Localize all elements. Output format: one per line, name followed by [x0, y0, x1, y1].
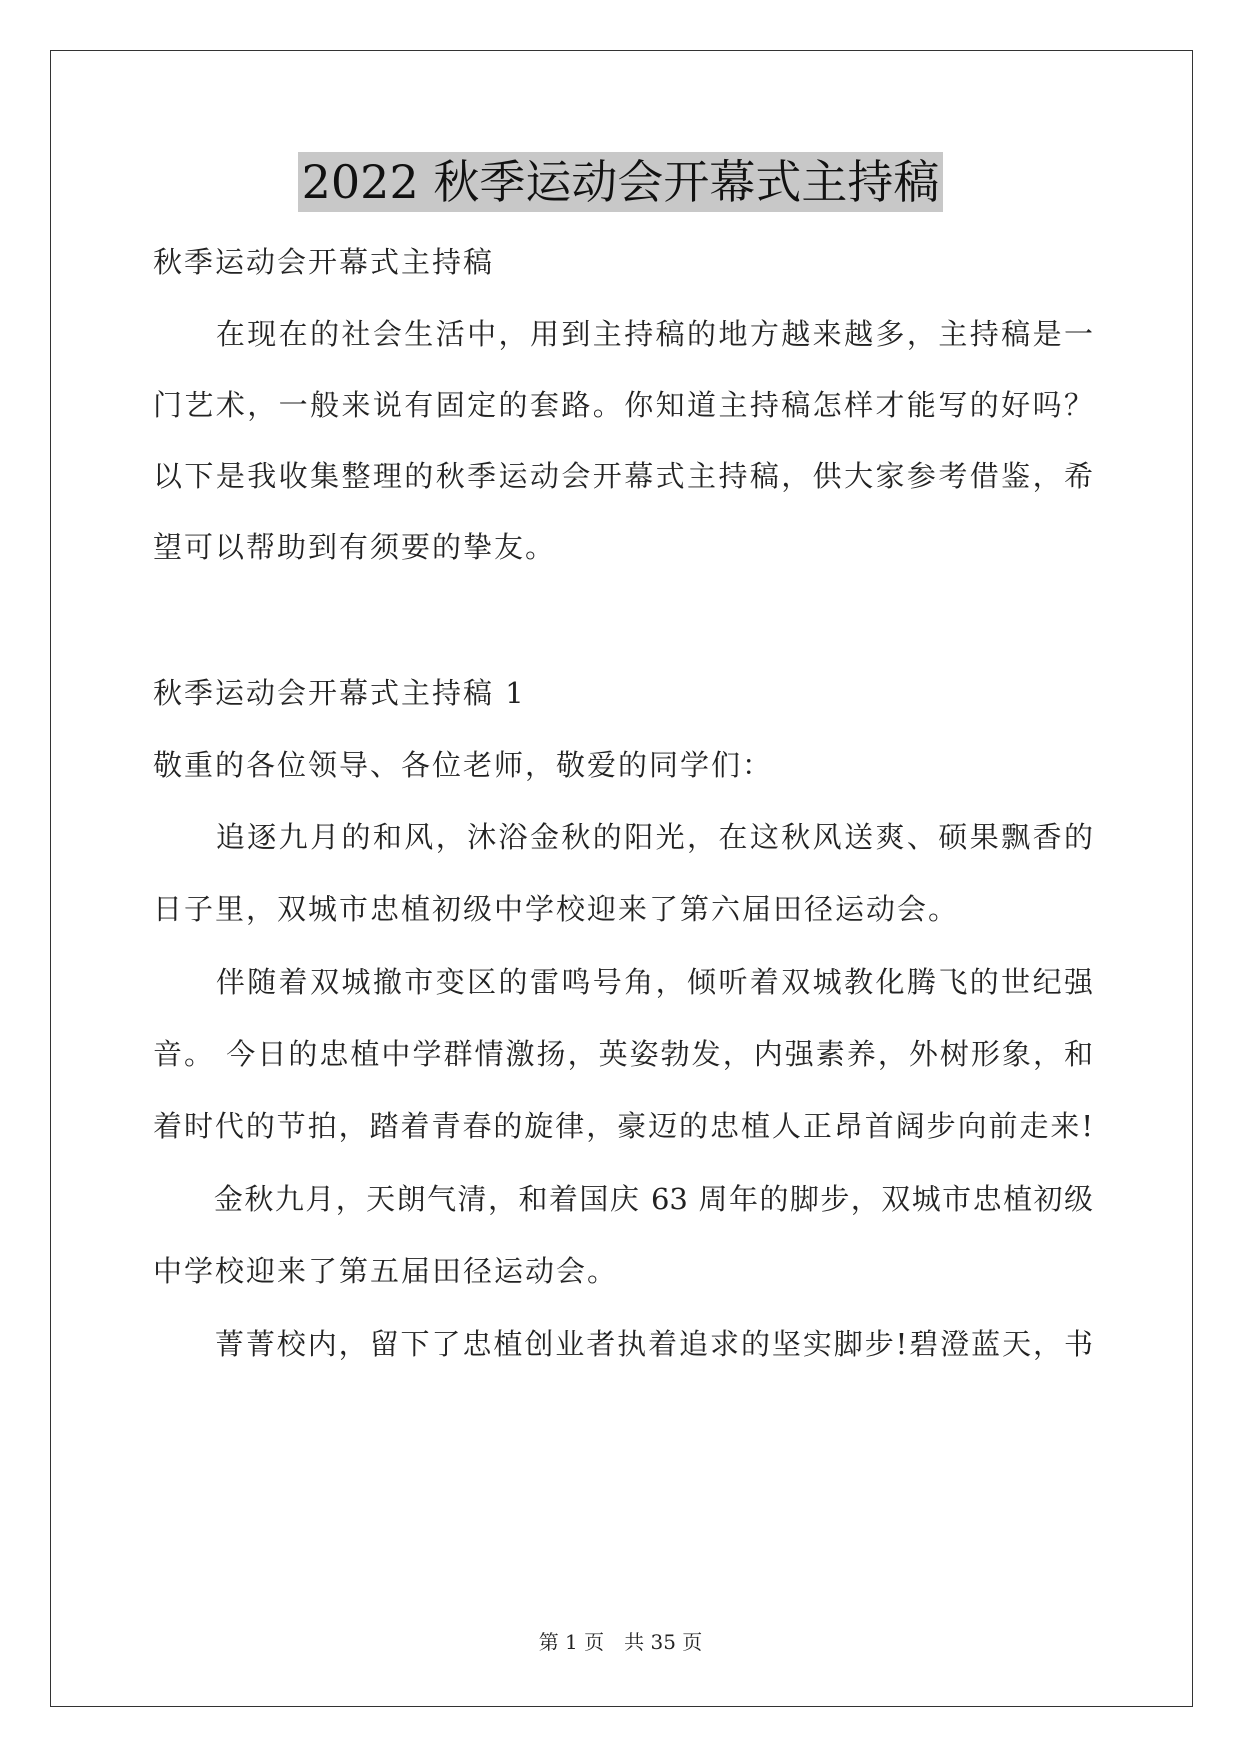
- paragraph-line: 望可以帮助到有须要的挚友。: [153, 530, 557, 564]
- paragraph-line: 追逐九月的和风，沐浴金秋的阳光，在这秋风送爽、硕果飘香的: [153, 820, 1093, 854]
- section-heading-intro: 秋季运动会开幕式主持稿: [153, 245, 495, 279]
- paragraph-line: 着时代的节拍，踏着青春的旋律，豪迈的忠植人正昂首阔步向前走来!: [153, 1109, 1093, 1143]
- paragraph-line: 在现在的社会生活中，用到主持稿的地方越来越多，主持稿是一: [153, 317, 1093, 351]
- document-title: 2022 秋季运动会开幕式主持稿: [298, 152, 944, 212]
- title-container: [0, 152, 1241, 212]
- paragraph-line: 以下是我收集整理的秋季运动会开幕式主持稿，供大家参考借鉴，希: [153, 459, 1093, 493]
- paragraph-line: 门艺术，一般来说有固定的套路。你知道主持稿怎样才能写的好吗？: [153, 388, 1093, 422]
- paragraph-line: 伴随着双城撤市变区的雷鸣号角，倾听着双城教化腾飞的世纪强: [153, 965, 1093, 999]
- page-border: [50, 50, 1193, 1707]
- paragraph-line: 日子里，双城市忠植初级中学校迎来了第六届田径运动会。: [153, 892, 960, 926]
- page-footer: 第 1 页 共 35 页: [538, 1630, 703, 1654]
- paragraph-line: 音。 今日的忠植中学群情激扬，英姿勃发，内强素养，外树形象，和: [153, 1037, 1093, 1071]
- paragraph-line: 金秋九月，天朗气清，和着国庆 63 周年的脚步，双城市忠植初级: [153, 1182, 1093, 1216]
- salutation-line: 敬重的各位领导、各位老师，敬爱的同学们：: [153, 748, 774, 782]
- paragraph-line: 菁菁校内，留下了忠植创业者执着追求的坚实脚步!碧澄蓝天，书: [153, 1327, 1093, 1361]
- section-heading-1: 秋季运动会开幕式主持稿 1: [153, 676, 526, 710]
- paragraph-line: 中学校迎来了第五届田径运动会。: [153, 1254, 619, 1288]
